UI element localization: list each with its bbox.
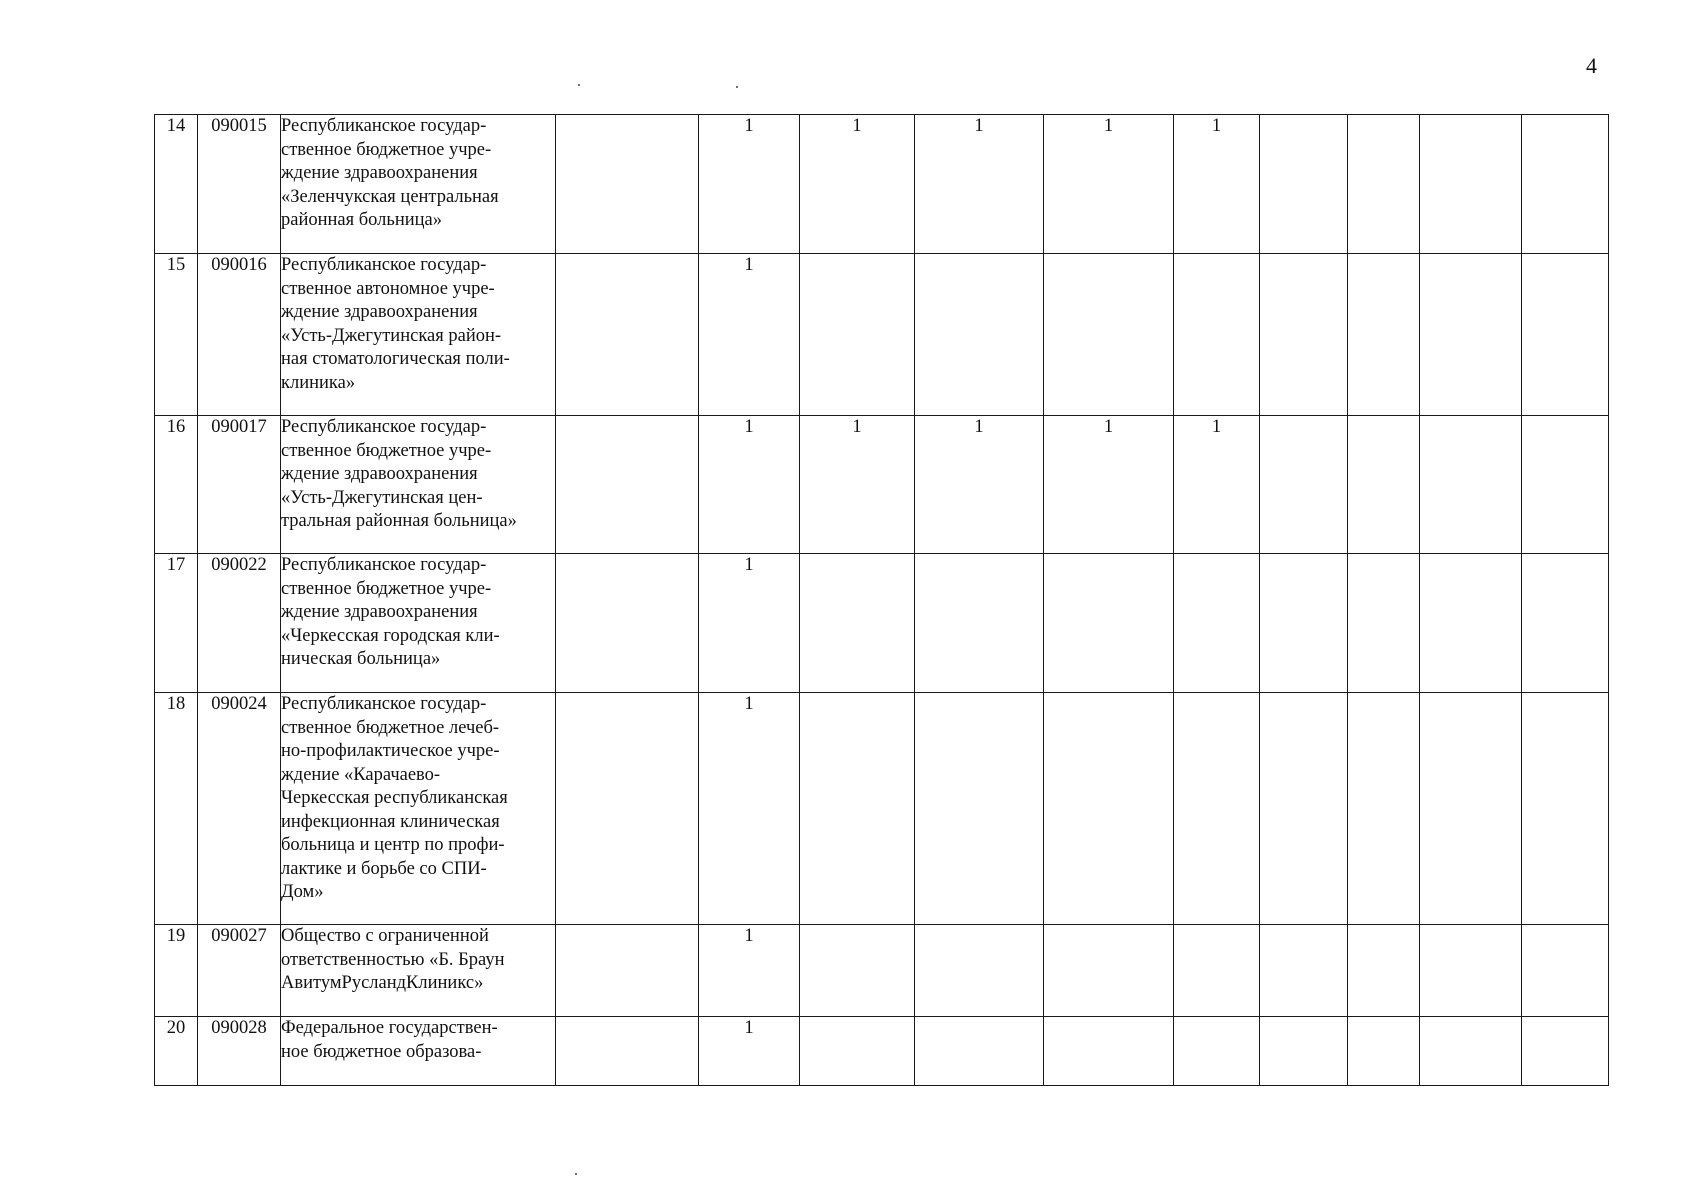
row-number: 16 [155,416,198,554]
table-row [155,925,1609,1017]
value-cell [1420,693,1522,925]
value-cell [1174,1017,1260,1086]
value-cell [1044,554,1174,693]
value-cell [1348,115,1420,254]
row-code: 090015 [198,115,281,254]
value-cell: 1 [699,1017,800,1086]
value-cell [1348,693,1420,925]
row-name-line: Общество с ограниченной [281,926,489,946]
row-name-line: инфекционная клиническая [281,811,500,832]
row-name-line: ническая больница» [281,649,441,669]
value-cell: 1 [699,254,800,416]
value-cell [556,693,699,925]
value-cell [556,115,699,254]
row-name [281,693,556,925]
row-number: 20 [155,1017,198,1086]
value-cell [556,554,699,693]
row-number: 18 [155,693,198,925]
row-name-line: ная стоматологическая поли- [281,349,510,369]
table-row [155,254,1609,416]
row-name-line: но-профилактическое учре- [281,741,500,761]
value-cell [915,254,1044,416]
row-name-line: «Зеленчукская центральная [281,186,499,207]
value-cell [800,554,915,693]
value-cell [915,1017,1044,1086]
value-cell [915,925,1044,1017]
row-name-line: Федеральное государствен- [281,1018,498,1038]
value-cell: 1 [1044,115,1174,254]
value-cell: 1 [915,115,1044,254]
scan-speck [578,84,580,86]
row-name-line: ственное бюджетное учре- [281,440,492,461]
row-name [281,925,556,1017]
row-name-line: ждение здравоохранения [281,602,478,622]
value-cell [556,416,699,554]
row-number: 14 [155,115,198,254]
row-name-line: районная больница» [281,210,443,230]
value-cell [1522,416,1609,554]
row-name-line: клиника» [281,372,356,393]
row-name-line: «Черкесская городская кли- [281,625,500,646]
value-cell [1522,1017,1609,1086]
row-code: 090028 [198,1017,281,1086]
row-name-line: ственное бюджетное лечеб- [281,717,500,738]
value-cell: 1 [800,416,915,554]
institutions-table [154,114,1609,1086]
value-cell [800,254,915,416]
value-cell: 1 [699,416,800,554]
table-row [155,115,1609,254]
scan-speck [575,1173,577,1175]
value-cell [1260,554,1348,693]
value-cell [1522,693,1609,925]
value-cell [1420,925,1522,1017]
row-name-line: Республиканское государ- [281,555,487,575]
row-name-line: «Усть-Джегутинская район- [281,325,502,346]
value-cell [1044,693,1174,925]
row-name-line: ждение здравоохранения [281,163,478,183]
table-row [155,554,1609,693]
value-cell [1348,1017,1420,1086]
value-cell [1348,925,1420,1017]
value-cell [1420,254,1522,416]
value-cell: 1 [699,925,800,1017]
value-cell: 1 [915,416,1044,554]
row-code: 090017 [198,416,281,554]
row-name-line: Республиканское государ- [281,116,487,136]
value-cell [1522,554,1609,693]
row-name [281,115,556,254]
value-cell [1420,416,1522,554]
row-name-line: ждение здравоохранения [281,302,478,322]
value-cell: 1 [1044,416,1174,554]
value-cell [915,693,1044,925]
value-cell [556,925,699,1017]
value-cell [1420,115,1522,254]
row-name [281,254,556,416]
table-row [155,416,1609,554]
value-cell [1174,693,1260,925]
table-body [155,115,1609,1086]
value-cell [800,693,915,925]
value-cell [1420,554,1522,693]
value-cell [1174,925,1260,1017]
value-cell: 1 [1174,416,1260,554]
value-cell: 1 [1174,115,1260,254]
row-name [281,1017,556,1086]
value-cell [800,925,915,1017]
value-cell [1348,416,1420,554]
value-cell: 1 [699,693,800,925]
value-cell: 1 [699,115,800,254]
row-name-line: больница и центр по профи- [281,835,505,855]
value-cell: 1 [800,115,915,254]
row-name-line: лактике и борьбе со СПИ- [281,858,487,879]
row-name-line: ственное бюджетное учре- [281,578,492,599]
value-cell [1044,254,1174,416]
row-name-line: Республиканское государ- [281,255,487,275]
value-cell [1044,925,1174,1017]
row-name-line: Республиканское государ- [281,694,487,714]
row-name-line: «Усть-Джегутинская цен- [281,487,483,508]
row-name-line: ждение «Карачаево- [281,764,441,785]
value-cell [1260,416,1348,554]
row-number: 17 [155,554,198,693]
row-name-line: ждение здравоохранения [281,464,478,484]
value-cell [1522,115,1609,254]
row-number: 15 [155,254,198,416]
row-name-line: Республиканское государ- [281,417,487,437]
value-cell [1348,554,1420,693]
row-name-line: Дом» [281,882,324,902]
row-name-line: ственное бюджетное учре- [281,139,492,160]
value-cell [1260,254,1348,416]
value-cell [1260,1017,1348,1086]
page-number: 4 [1586,53,1597,78]
row-name [281,554,556,693]
row-code: 090016 [198,254,281,416]
row-name [281,416,556,554]
row-name-line: тральная районная больница» [281,511,517,531]
row-code: 090022 [198,554,281,693]
row-name-line: Черкесская республиканская [281,788,508,808]
table-row [155,1017,1609,1086]
row-name-line: ное бюджетное образова- [281,1041,482,1062]
value-cell [1420,1017,1522,1086]
value-cell [1174,254,1260,416]
value-cell [1348,254,1420,416]
value-cell [1522,254,1609,416]
scan-speck [736,86,738,88]
value-cell [556,1017,699,1086]
value-cell [800,1017,915,1086]
row-name-line: АвитумРусландКлиникс» [281,973,484,993]
row-name-line: ответственностью «Б. Браун [281,949,505,970]
row-number: 19 [155,925,198,1017]
table-row [155,693,1609,925]
value-cell [1260,925,1348,1017]
row-code: 090027 [198,925,281,1017]
value-cell [556,254,699,416]
value-cell: 1 [699,554,800,693]
value-cell [1044,1017,1174,1086]
value-cell [915,554,1044,693]
value-cell [1260,693,1348,925]
value-cell [1174,554,1260,693]
value-cell [1260,115,1348,254]
row-code: 090024 [198,693,281,925]
value-cell [1522,925,1609,1017]
row-name-line: ственное автономное учре- [281,278,495,299]
